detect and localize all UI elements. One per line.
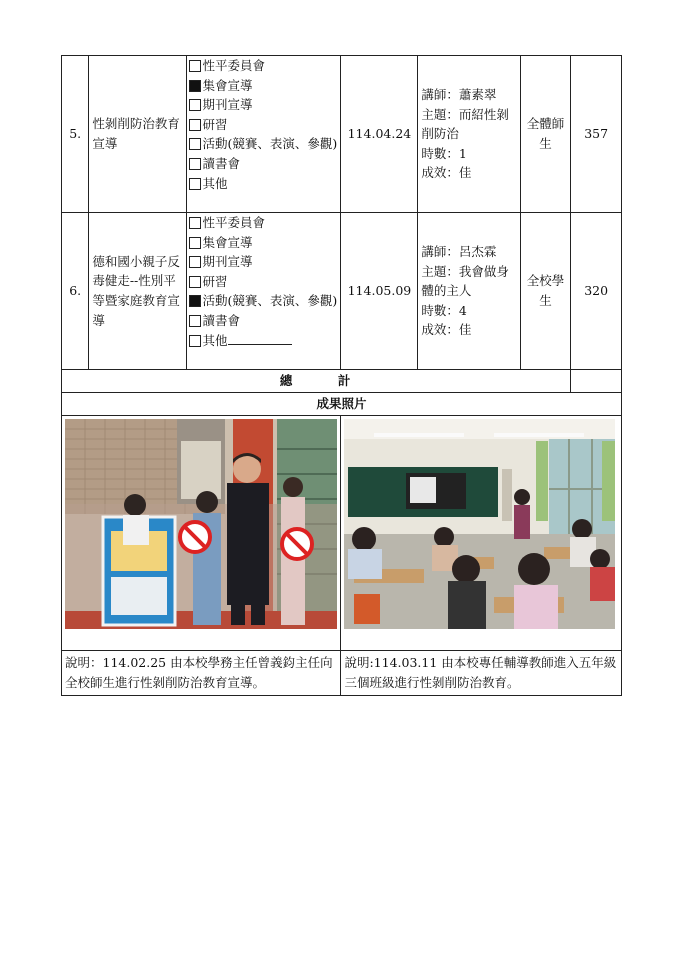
assembly-photo-image bbox=[65, 419, 337, 629]
type-option: 活動(競賽、表演、參觀) bbox=[189, 291, 341, 311]
total-count bbox=[571, 370, 622, 393]
checkbox-icon bbox=[189, 315, 201, 327]
activity-type-list bbox=[186, 56, 341, 213]
photo-classroom bbox=[344, 419, 618, 629]
type-option: 期刊宣導 bbox=[189, 95, 341, 115]
photo-caption: 說明:114.03.11 由本校專任輔導教師進入五年級三個班級進行性剝削防治教育。 bbox=[341, 651, 622, 696]
type-option: 集會宣導 bbox=[189, 233, 341, 253]
checkbox-icon bbox=[189, 335, 201, 347]
photo-cell bbox=[62, 416, 341, 651]
activity-description: 講師：蕭素翠 主題：而紹性剝削防治 時數：1 成效：佳 bbox=[418, 56, 520, 213]
photo-caption: 說明：114.02.25 由本校學務主任曾義鈞主任向全校師生進行性剝削防治教育宣導。 bbox=[62, 651, 341, 696]
participant-count: 357 bbox=[571, 56, 622, 213]
type-option: 研習 bbox=[189, 272, 341, 292]
type-option: 期刊宣導 bbox=[189, 252, 341, 272]
checkbox-icon bbox=[189, 276, 201, 288]
photo-cell bbox=[341, 416, 622, 651]
type-option: 讀書會 bbox=[189, 154, 341, 174]
type-option: 讀書會 bbox=[189, 311, 341, 331]
type-option: 集會宣導 bbox=[189, 76, 341, 96]
captions-row bbox=[62, 651, 622, 696]
type-option: 研習 bbox=[189, 115, 341, 135]
checkbox-icon bbox=[189, 119, 201, 131]
type-option: 活動(競賽、表演、參觀) bbox=[189, 134, 341, 154]
participant-count: 320 bbox=[571, 213, 622, 370]
total-row bbox=[62, 370, 622, 393]
total-label: 總 計 bbox=[62, 370, 571, 393]
checkbox-icon bbox=[189, 178, 201, 190]
activity-target: 全校學生 bbox=[520, 213, 571, 370]
checkbox-icon bbox=[189, 99, 201, 111]
photo-assembly bbox=[65, 419, 337, 629]
activity-date: 114.05.09 bbox=[341, 213, 418, 370]
activity-table bbox=[61, 55, 622, 696]
checkbox-icon bbox=[189, 217, 201, 229]
table-row bbox=[62, 213, 622, 370]
activity-name: 德和國小親子反毒健走--性別平等暨家庭教育宣導 bbox=[89, 213, 186, 370]
blank-line bbox=[228, 331, 292, 345]
row-number: 6. bbox=[62, 213, 89, 370]
table-row bbox=[62, 56, 622, 213]
activity-target: 全體師生 bbox=[520, 56, 571, 213]
type-option: 其他 bbox=[189, 331, 341, 351]
photos-row bbox=[62, 416, 622, 651]
activity-type-list bbox=[186, 213, 341, 370]
activity-date: 114.04.24 bbox=[341, 56, 418, 213]
photos-title: 成果照片 bbox=[62, 393, 622, 416]
classroom-photo-image bbox=[344, 419, 615, 629]
activity-description: 講師：呂杰霖 主題：我會做身體的主人 時數：4 成效：佳 bbox=[418, 213, 520, 370]
type-option: 性平委員會 bbox=[189, 56, 341, 76]
row-number: 5. bbox=[62, 56, 89, 213]
checkbox-icon bbox=[189, 158, 201, 170]
photos-title-row bbox=[62, 393, 622, 416]
checkbox-checked-icon bbox=[189, 295, 201, 307]
type-option: 其他 bbox=[189, 174, 341, 194]
checkbox-icon bbox=[189, 256, 201, 268]
type-option: 性平委員會 bbox=[189, 213, 341, 233]
checkbox-icon bbox=[189, 138, 201, 150]
activity-name: 性剝削防治教育宣導 bbox=[89, 56, 186, 213]
checkbox-icon bbox=[189, 60, 201, 72]
checkbox-checked-icon bbox=[189, 80, 201, 92]
checkbox-icon bbox=[189, 237, 201, 249]
